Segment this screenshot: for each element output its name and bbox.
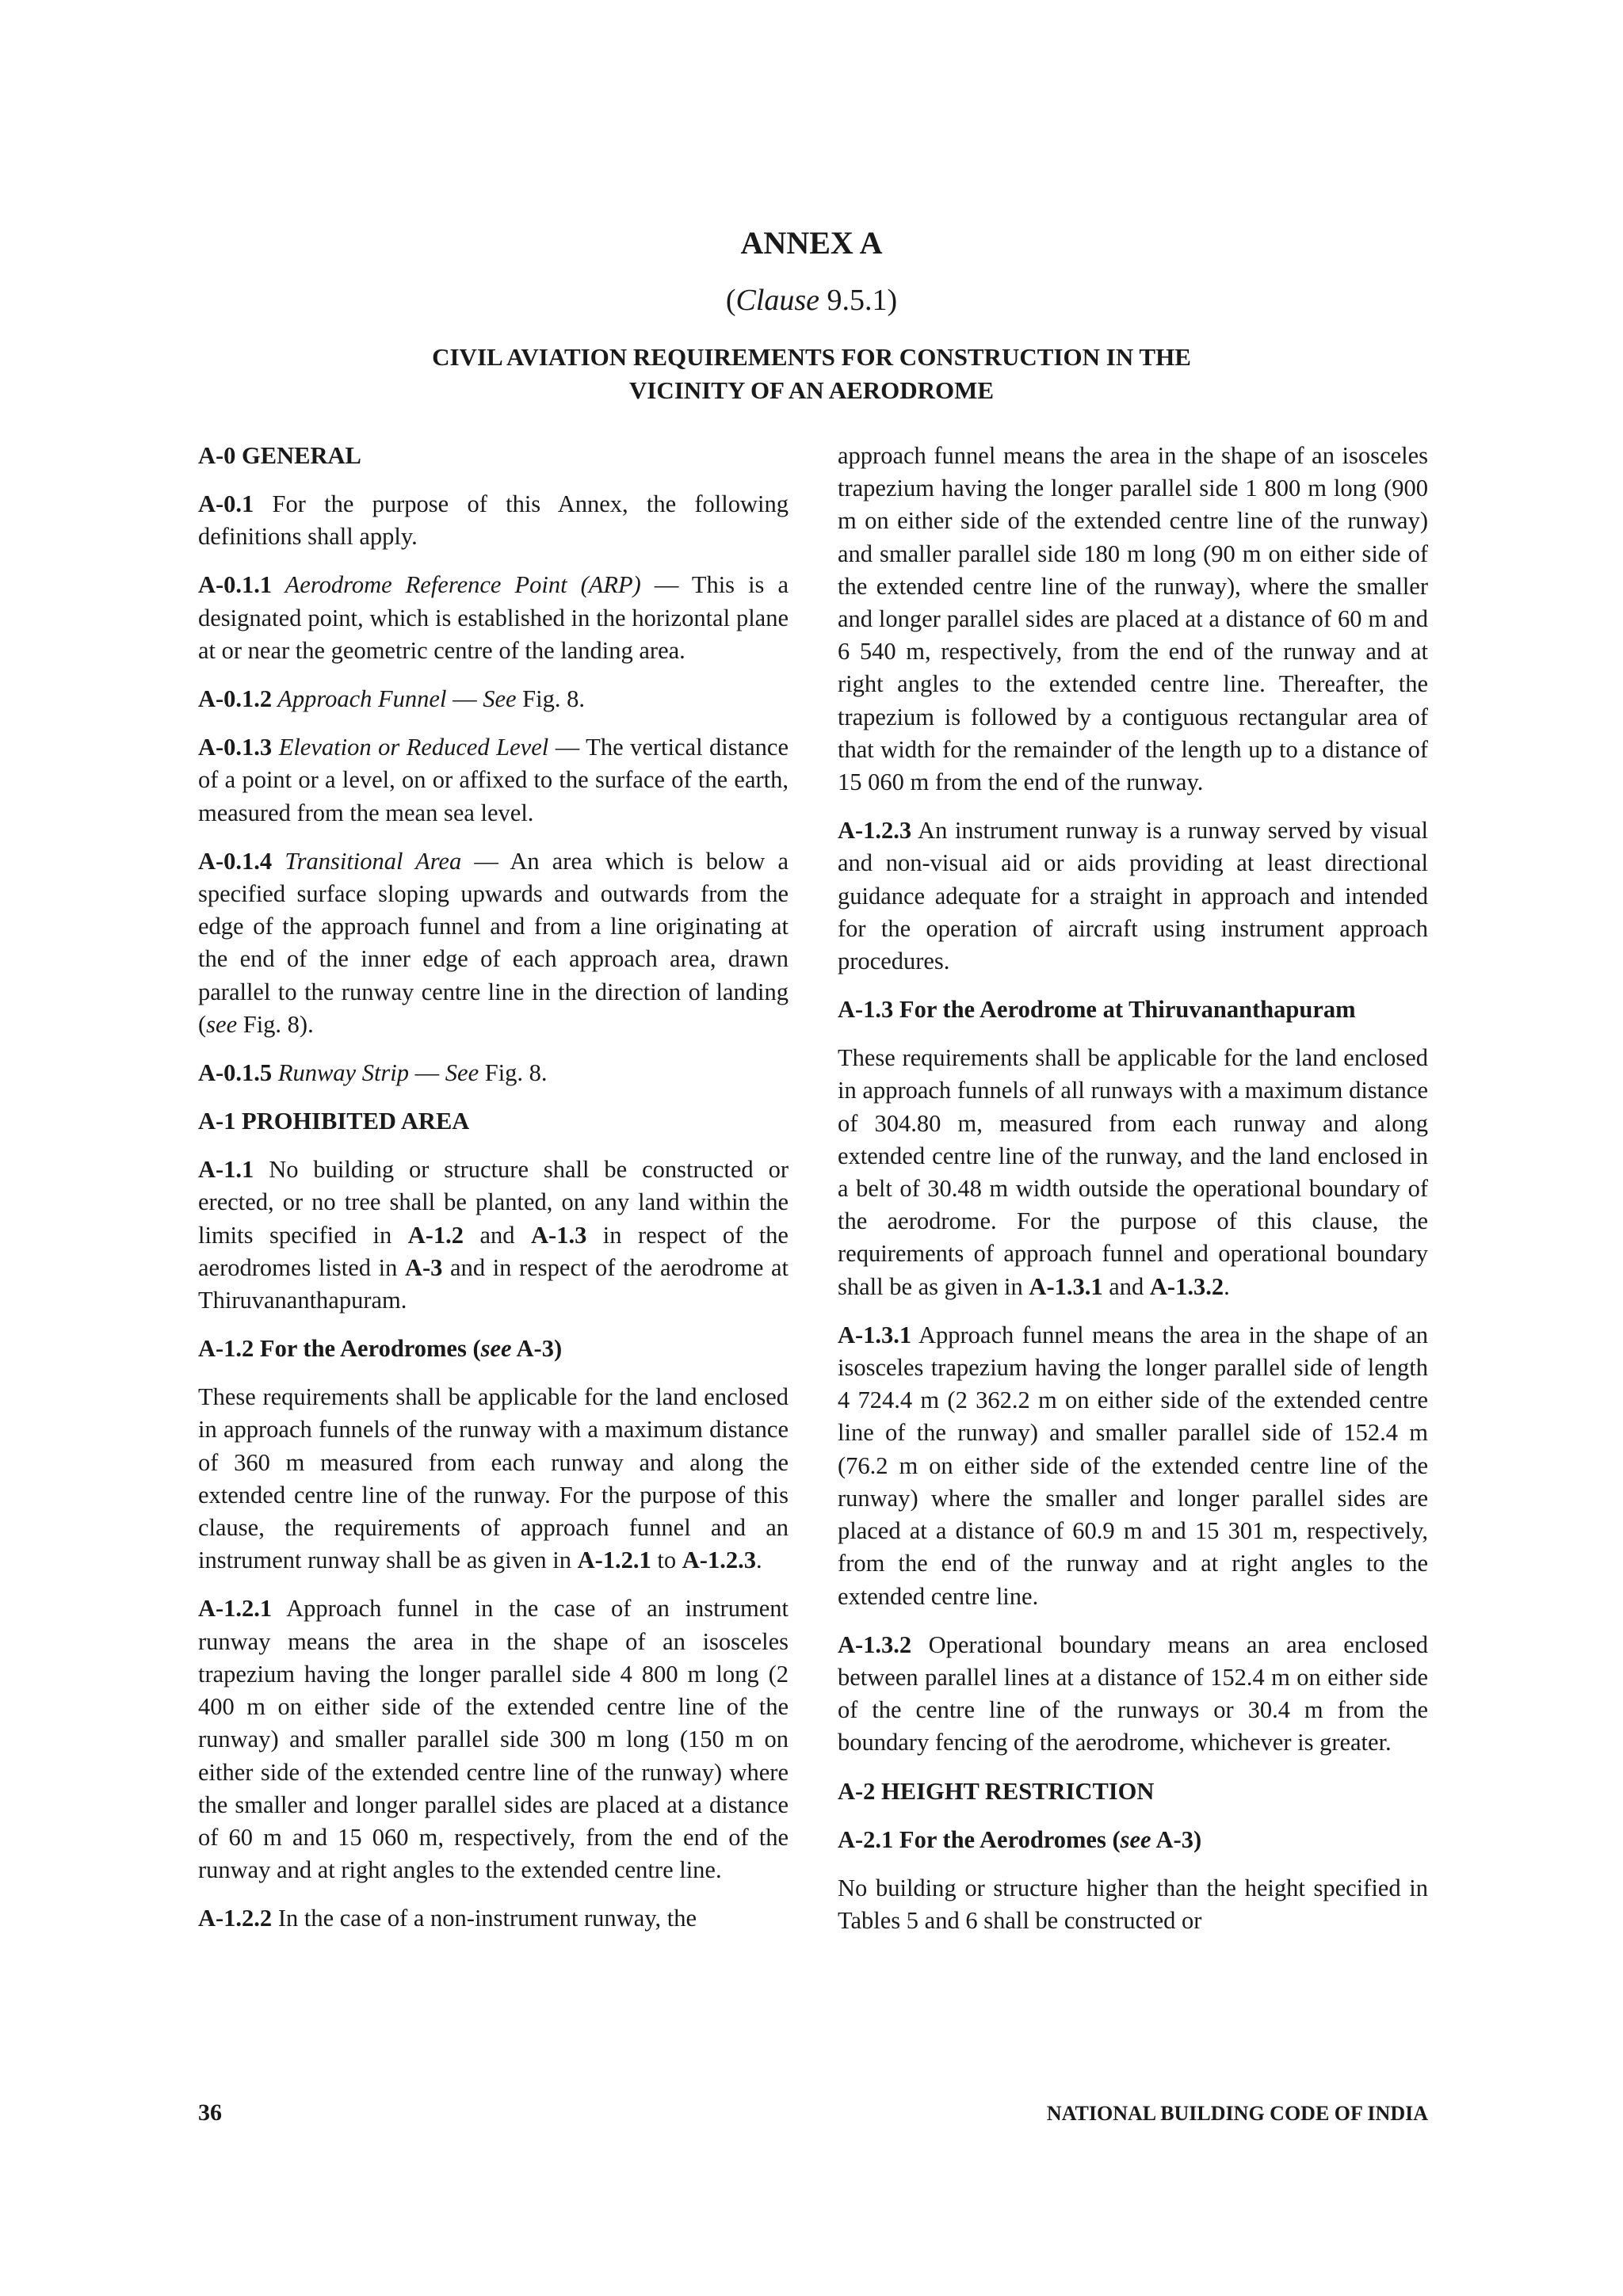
clause-a-1-3-1 (838, 1319, 1428, 1613)
clause-text: — The vertical distance of a point or a level, on or affixed to the surface of the earth, measured from the mean sea level. (198, 734, 789, 826)
subsection-heading-a1-2 (198, 1333, 789, 1365)
clause-text: and in respect of the aerodrome at Thiruvananthapuram. (198, 1253, 789, 1314)
clause-text: to (651, 1547, 682, 1574)
figure-reference: Fig. 8). (237, 1010, 314, 1038)
subsection-heading-a2-1 (838, 1824, 1428, 1856)
clause-text: approach funnel means the area in the shape of an isosceles trapezium having the longer parallel side 1 800 m long (900 m on either side of the extended centre line of the runway) and smaller parallel side 180 m long (90 m on either side of the extended centre line of the runway), where the smaller and longer parallel sides are placed at a distance of 60 m and 6 540 m, respectively, from the end of the runway and at right angles to the extended centre line. Thereafter, the trapezium is followed by a contiguous rectangular area of that width for the remainder of the length up to a distance of 15 060 m from the end of the runway. (838, 442, 1428, 796)
clause-a-1-2-2 (198, 1902, 789, 1935)
clause-a-1-1 (198, 1154, 789, 1317)
clause-id: A-0.1.2 (198, 685, 273, 713)
annex-heading (0, 341, 1623, 407)
clause-text: For the purpose of this Annex, the following definitions shall apply. (198, 490, 789, 551)
heading-text: A-3) (511, 1335, 563, 1363)
clause-text: — An area which is below a specified surface sloping upwards and outwards from the edge of the approach funnel and from a line originating at the end of the inner edge of each approach area, drawn parallel to the runway centre line in the direction of landing ( (198, 847, 789, 1038)
clause-text: . (1224, 1272, 1230, 1300)
cross-reference: A-1.2.3 (682, 1547, 756, 1574)
clause-a-0-1-5 (198, 1057, 789, 1089)
clause-a-0-1-2 (198, 683, 789, 715)
clause-a-0-1 (198, 488, 789, 553)
clause-a-1-3-2 (838, 1629, 1428, 1760)
clause-a-0-1-4 (198, 845, 789, 1041)
clause-a-2-1-body (838, 1872, 1428, 1937)
defined-term: Elevation or Reduced Level (272, 734, 549, 761)
defined-term: Transitional Area (272, 847, 462, 875)
clause-text: and (464, 1221, 532, 1249)
annex-clause-reference (0, 283, 1623, 318)
clause-number: 9.5.1) (819, 284, 898, 317)
left-column (198, 440, 789, 1951)
defined-term: Approach Funnel (272, 685, 447, 713)
clause-a-1-2-body (198, 1381, 789, 1577)
clause-open-paren: ( (725, 284, 736, 317)
clause-id: A-0.1.4 (198, 847, 273, 875)
clause-text: and (1102, 1272, 1150, 1300)
clause-text: No building or structure shall be constructed or erected, or no tree shall be planted, on any land within the limits specified in (198, 1156, 789, 1249)
clause-id: A-0.1.1 (198, 571, 273, 599)
heading-text: A-1.2 For the Aerodromes ( (198, 1335, 481, 1363)
clause-id: A-0.1 (198, 490, 254, 517)
clause-a-1-3-body (838, 1042, 1428, 1303)
clause-a-1-2-1 (198, 1592, 789, 1886)
cross-reference: A-1.2.1 (577, 1547, 651, 1574)
clause-id: A-1.2.2 (198, 1905, 273, 1932)
dash: — (446, 685, 483, 713)
clause-id: A-1.2.1 (198, 1595, 273, 1623)
clause-text: — This is a designated point, which is established in the horizontal plane at or near the geometric centre of the landing area. (198, 571, 789, 664)
dash: — (409, 1059, 445, 1087)
heading-text: A-2.1 For the Aerodromes ( (838, 1825, 1121, 1853)
clause-a-1-2-2-continued (838, 440, 1428, 799)
annex-title: ANNEX A (740, 225, 883, 261)
clause-text: Operational boundary means an area enclosed between parallel lines at a distance of 152.4 m on either side of the centre line of the runways or 30.4 m from the boundary fencing of the aerodrome, whichever is greater. (838, 1630, 1428, 1756)
clause-text: These requirements shall be applicable for the land enclosed in approach funnels of all runways with a maximum distance of 304.80 m, measured from each runway and along extended centre line of the runway, and the land enclosed in a belt of 30.48 m width outside the operational boundary of the aerodrome. For the purpose of this clause, the requirements of approach funnel and operational boundary shall be as given in (838, 1044, 1428, 1300)
cross-reference: A-1.3.2 (1149, 1272, 1224, 1300)
see-word: see (480, 1335, 512, 1363)
see-word: see (1120, 1825, 1151, 1853)
see-word: See (483, 685, 517, 713)
section-heading-a1: A-1 PROHIBITED AREA (198, 1108, 470, 1135)
cross-reference: A-1.3 (531, 1221, 587, 1249)
clause-text: Approach funnel means the area in the shape of an isosceles trapezium having the longer parallel side of length 4 724.4 m (2 362.2 m on either side of the extended centre line of the runway) and smaller parallel side of 152.4 m (76.2 m on either side of the extended centre line of the runway) where the smaller and longer parallel sides are placed at a distance of 60.9 m and 15 301 m, respectively, from the end of the runway and at right angles to the extended centre line. (838, 1321, 1428, 1610)
right-column (838, 440, 1428, 1953)
clause-text: In the case of a non-instrument runway, the (272, 1905, 697, 1932)
clause-id: A-0.1.5 (198, 1059, 273, 1087)
clause-text: Approach funnel in the case of an instrument runway means the area in the shape of an isosceles trapezium having the longer parallel side 4 800 m long (2 400 m on either side of the extended centre line of the runway) and smaller parallel side 300 m long (150 m on either side of the extended centre line of the runway) where the smaller and longer parallel sides are placed at a distance of 60 m and 15 060 m, respectively, from the end of the runway and at right angles to the extended centre line. (198, 1595, 789, 1884)
clause-a-1-2-3 (838, 814, 1428, 978)
footer-publication-title: NATIONAL BUILDING CODE OF INDIA (1046, 2102, 1428, 2125)
clause-a-0-1-1 (198, 569, 789, 667)
page-number: 36 (198, 2100, 222, 2126)
annex-heading-line-2: VICINITY OF AN AERODROME (628, 376, 995, 404)
clause-text: An instrument runway is a runway served by visual and non-visual aid or aids providing at least directional guidance adequate for a straight in approach and intended for the operation of aircraft using instrument approach procedures. (838, 817, 1428, 975)
clause-word: Clause (735, 284, 820, 317)
clause-id: A-0.1.3 (198, 734, 273, 761)
defined-term: Runway Strip (272, 1059, 410, 1087)
figure-reference: Fig. 8. (479, 1059, 548, 1087)
clause-id: A-1.1 (198, 1156, 254, 1184)
see-word: See (445, 1059, 479, 1087)
heading-text: A-3) (1151, 1825, 1202, 1853)
defined-term: Aerodrome Reference Point (ARP) (272, 571, 641, 599)
cross-reference: A-1.3.1 (1029, 1272, 1103, 1300)
section-heading-a2: A-2 HEIGHT RESTRICTION (838, 1777, 1155, 1805)
figure-reference: Fig. 8. (516, 685, 585, 713)
subsection-heading-a1-3: A-1.3 For the Aerodrome at Thiruvananthapuram (838, 996, 1356, 1024)
clause-id: A-1.3.2 (838, 1630, 912, 1658)
clause-a-0-1-3 (198, 731, 789, 830)
see-word: see (206, 1010, 238, 1038)
section-heading-a0: A-0 GENERAL (198, 442, 361, 469)
clause-text: These requirements shall be applicable for the land enclosed in approach funnels of the runway with a maximum distance of 360 m measured from each runway and along the extended centre line of the runway. For the purpose of this clause, the requirements of approach funnel and an instrument runway shall be as given in (198, 1383, 789, 1574)
cross-reference: A-1.2 (407, 1221, 464, 1249)
clause-text: in respect of the aerodromes listed in (198, 1221, 789, 1281)
clause-id: A-1.3.1 (838, 1321, 912, 1348)
clause-text: No building or structure higher than the height specified in Tables 5 and 6 shall be constructed or (838, 1874, 1428, 1934)
clause-text: . (755, 1547, 762, 1574)
clause-id: A-1.2.3 (838, 817, 912, 845)
cross-reference: A-3 (404, 1253, 443, 1281)
annex-heading-line-1: CIVIL AVIATION REQUIREMENTS FOR CONSTRUCTION IN THE (432, 343, 1191, 371)
